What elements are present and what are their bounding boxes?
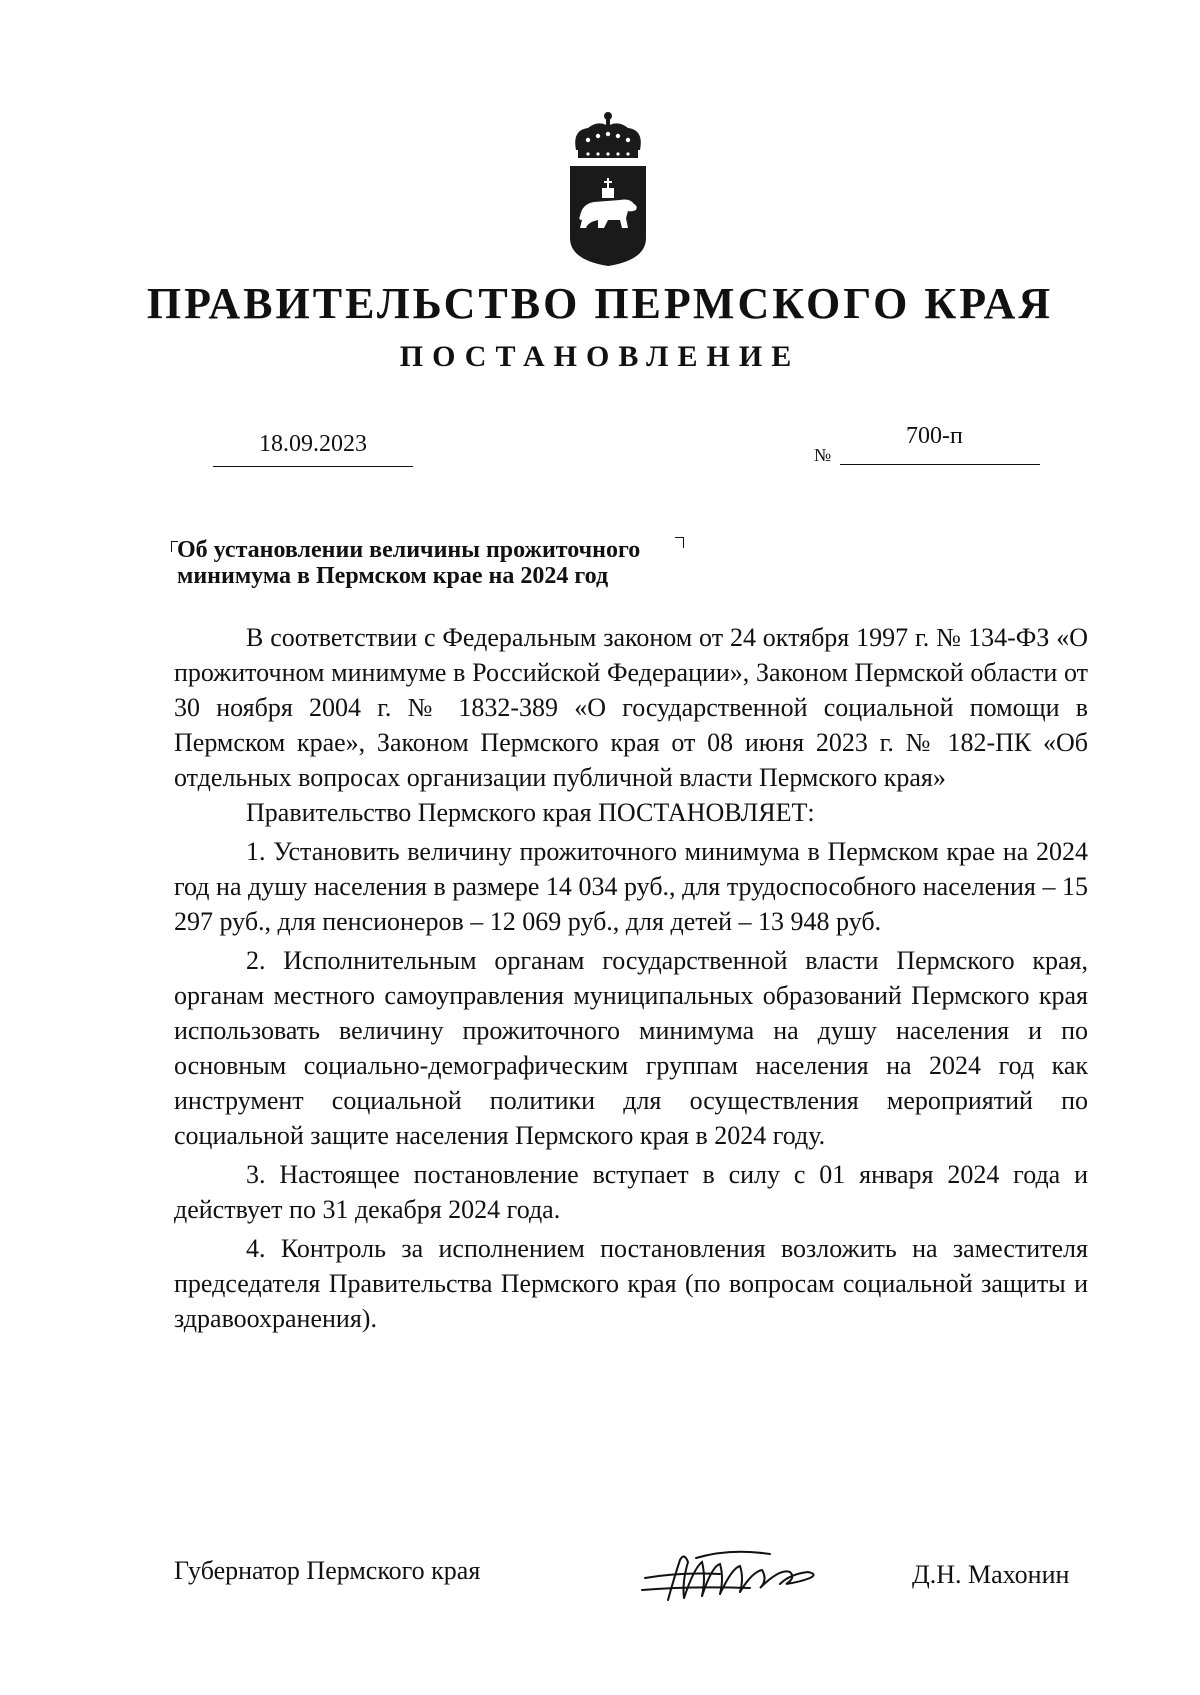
document-type-heading: ПОСТАНОВЛЕНИЕ: [399, 340, 801, 373]
document-body: [174, 620, 1088, 1336]
clause-3-paragraph: 3. Настоящее постановление вступает в силу с 01 января 2024 года и действует по 31 декабря 2024 года.: [174, 1160, 1088, 1224]
clause-4-paragraph: 4. Контроль за исполнением постановления возложить на заместителя председателя Правительства Пермского края (по вопросам социальной защиты и здравоохранения).: [174, 1234, 1088, 1333]
date-field: [213, 426, 413, 467]
coat-of-arms-icon: [558, 110, 658, 268]
resolution-paragraph: Правительство Пермского края ПОСТАНОВЛЯЕТ:: [246, 798, 815, 827]
document-number: 700-п: [906, 423, 963, 449]
document-date: 18.09.2023: [259, 431, 367, 457]
number-sign: №: [814, 445, 832, 465]
document-subject: [177, 537, 640, 589]
number-field: [840, 423, 1040, 465]
subject-corner-mark-right: [675, 537, 684, 548]
preamble-paragraph: В соответствии с Федеральным законом от 24 октября 1997 г. № 134-ФЗ «О прожиточном минимуме в Российской Федерации», Законом Пермской области от 30 ноября 2004 г. № 1832-389 «О государственной социальной помощи в Пермском крае», Законом Пермского края от 08 июня 2023 г. № 182-ПК «Об отдельных вопросах организации публичной власти Пермского края»: [174, 623, 1088, 792]
signatory-name: Д.Н. Махонин: [912, 1560, 1070, 1589]
clause-1-paragraph: 1. Установить величину прожиточного минимума в Пермском крае на 2024 год на душу населения в размере 14 034 руб., для трудоспособного населения – 15 297 руб., для пенсионеров – 12 069 руб., для детей – 13 948 руб.: [174, 837, 1088, 936]
signatory-position: Губернатор Пермского края: [174, 1556, 481, 1585]
clause-2-paragraph: 2. Исполнительным органам государственной власти Пермского края, органам местного самоуправления муниципальных образований Пермского края использовать величину прожиточного минимума на душу населения и по основным социально-демографическим группам населения на 2024 год как инструмент социальной политики для осуществления мероприятий по социальной защите населения Пермского края в 2024 году.: [174, 946, 1088, 1150]
handwritten-signature-icon: [640, 1538, 850, 1608]
subject-line-2: минимума в Пермском крае на 2024 год: [177, 563, 609, 589]
government-title: ПРАВИТЕЛЬСТВО ПЕРМСКОГО КРАЯ: [146, 279, 1054, 328]
subject-line-1: Об установлении величины прожиточного: [177, 537, 641, 563]
subject-corner-mark-left: [171, 541, 178, 552]
